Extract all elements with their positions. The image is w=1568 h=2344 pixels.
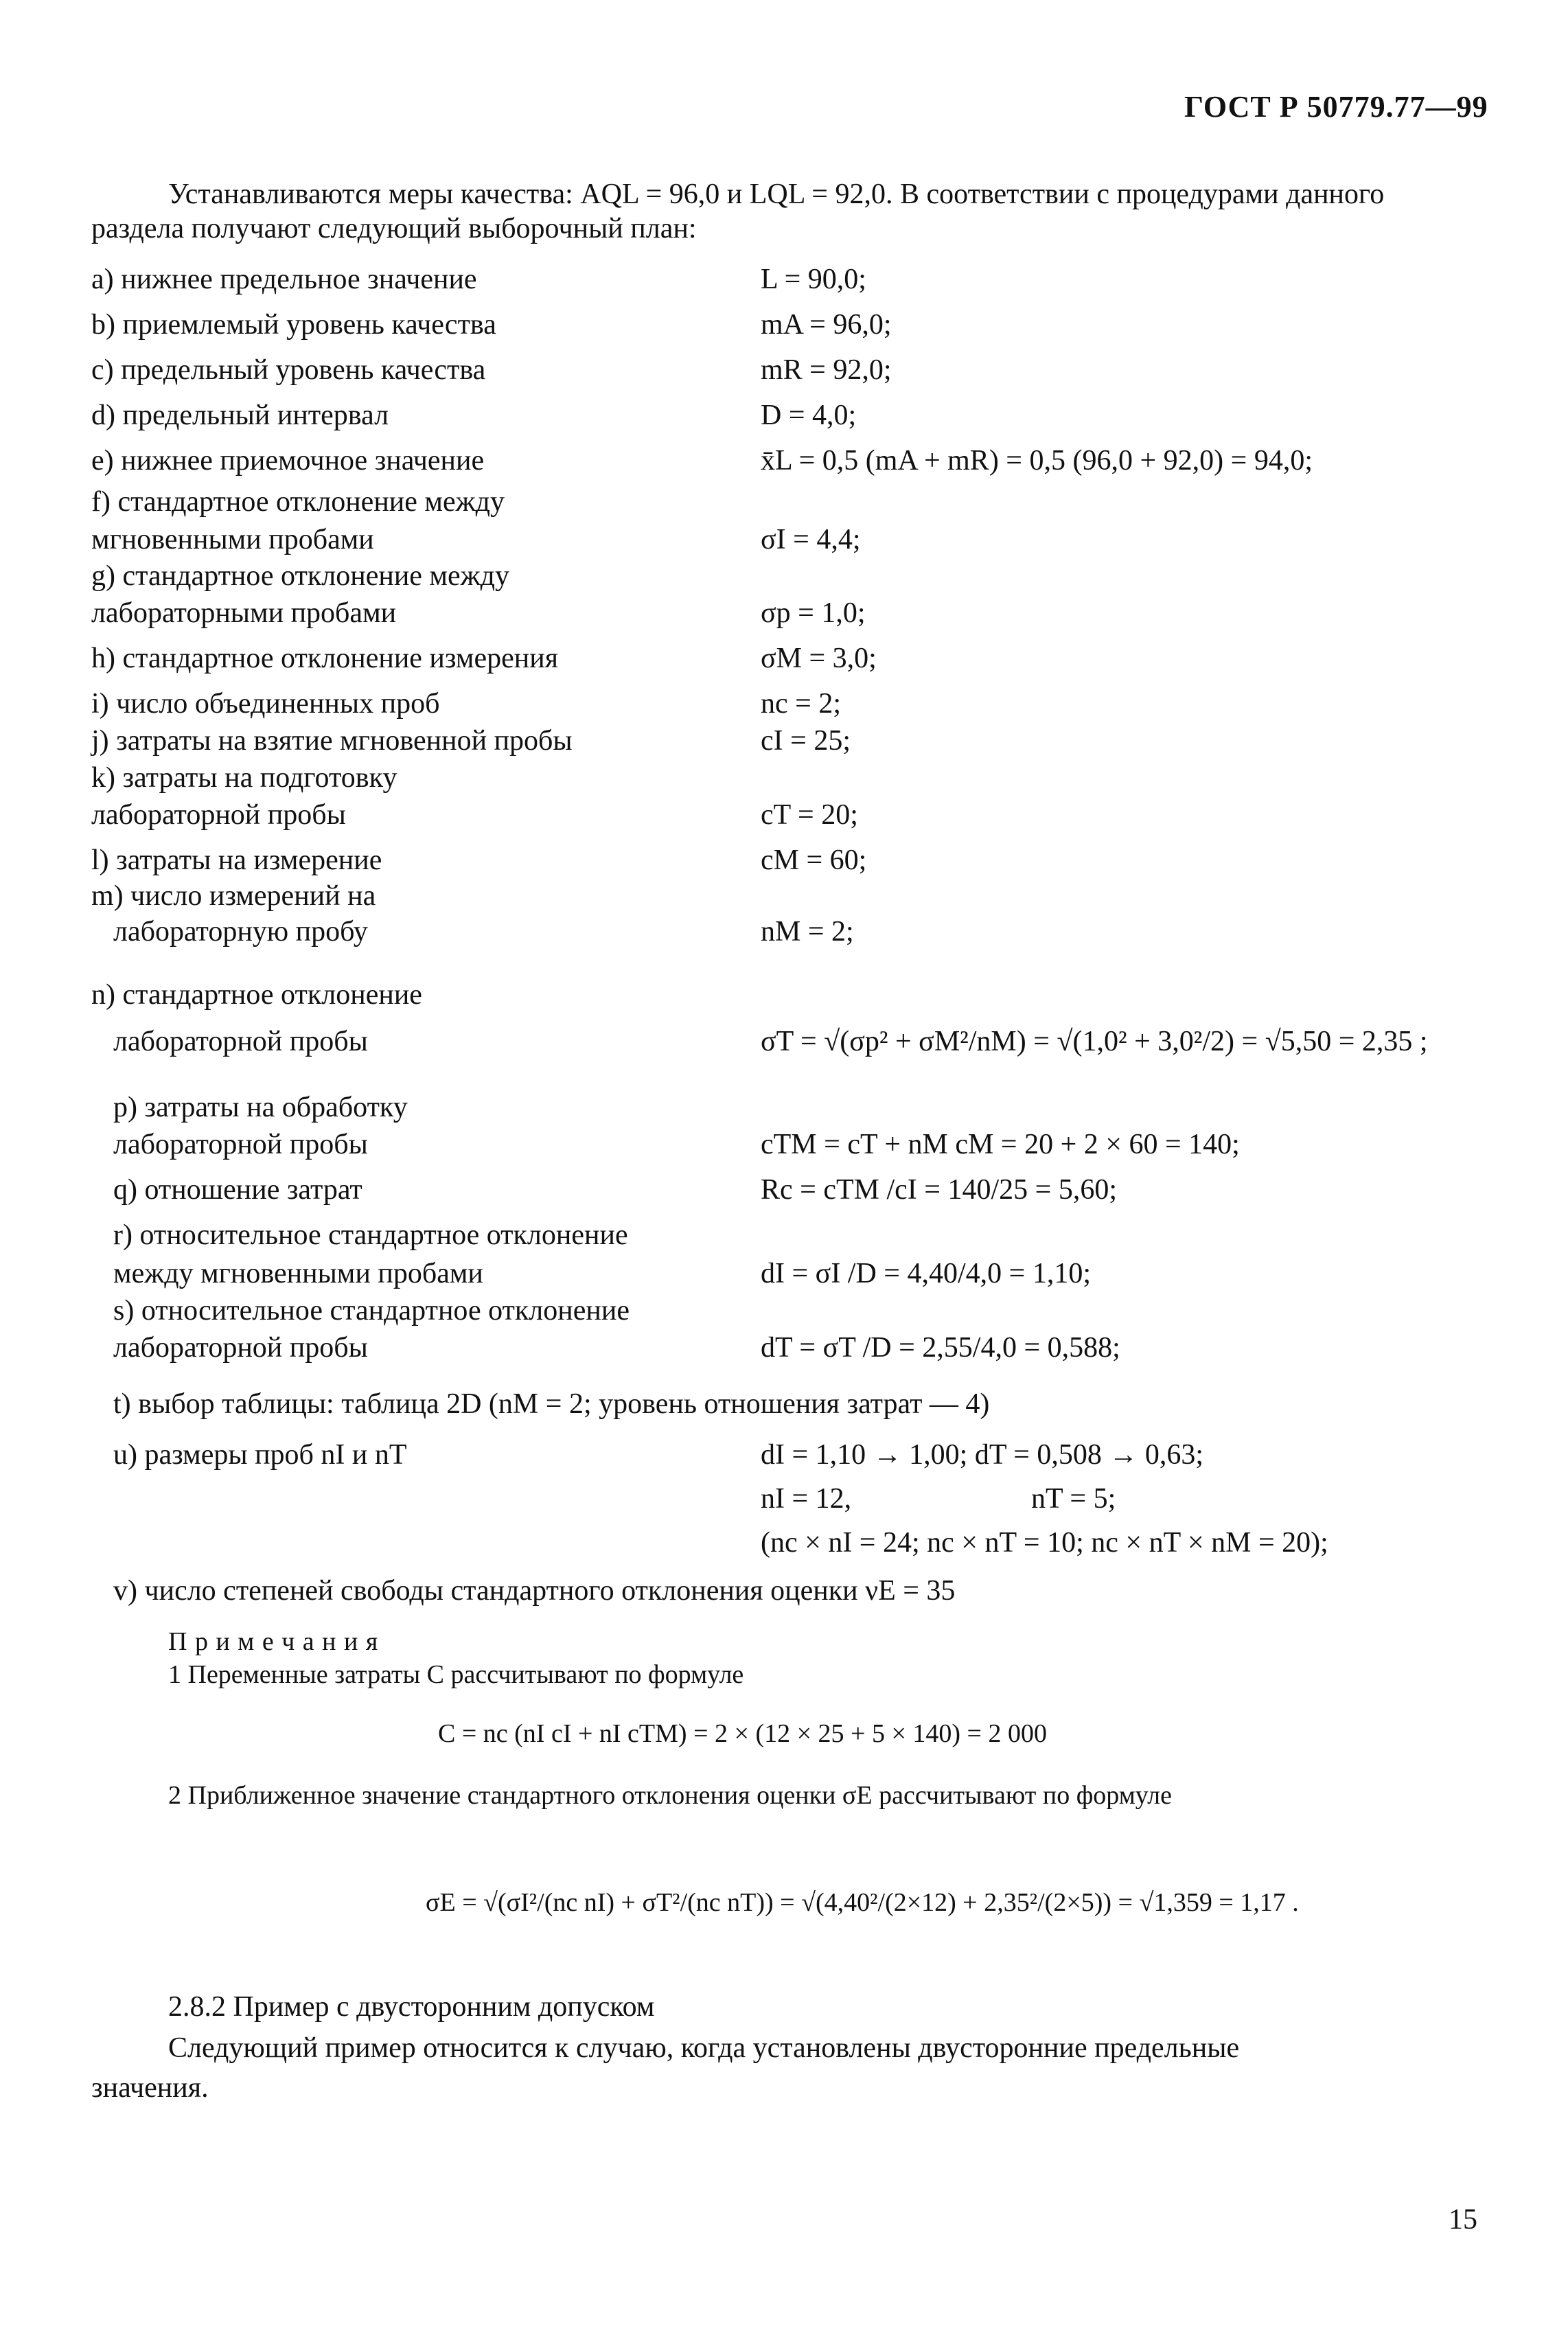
value-s: dT = σT /D = 2,55/4,0 = 0,588;	[761, 1332, 1120, 1364]
item-b-label: b) приемлемый уровень качества	[91, 309, 496, 341]
item-u-line-3: (nc × nI = 24; nc × nT = 10; nc × nT × nM = 20);	[761, 1527, 1328, 1559]
item-v: v) число степеней свободы стандартного отклонения оценки νE = 35	[113, 1575, 956, 1607]
page-number: 15	[1449, 2204, 1477, 2236]
value-n-formula: σT = √(σp² + σM²/nM) = √(1,0² + 3,0²/2) = √5,50 = 2,35 ;	[761, 1026, 1428, 1057]
item-s-label: s) относительное стандартное отклонение	[113, 1295, 630, 1326]
item-c-label: с) предельный уровень качества	[91, 354, 486, 386]
item-t: t) выбор таблицы: таблица 2D (nM = 2; уровень отношения затрат — 4)	[113, 1388, 990, 1420]
note-1-formula: C = nc (nI cI + nI cTM) = 2 × (12 × 25 + 5 × 140) = 2 000	[438, 1719, 1047, 1748]
value-m: nM = 2;	[761, 916, 854, 947]
note-1: 1 Переменные затраты C рассчитывают по формуле	[168, 1660, 744, 1689]
item-a-label: а) нижнее предельное значение	[91, 264, 477, 295]
value-c: mR = 92,0;	[761, 354, 892, 386]
document-code: ГОСТ Р 50779.77—99	[1184, 90, 1488, 124]
item-m-label: m) число измерений на	[91, 880, 376, 912]
value-j: cI = 25;	[761, 725, 851, 757]
item-h-label: h) стандартное отклонение измерения	[91, 643, 559, 674]
item-q-label: q) отношение затрат	[113, 1174, 362, 1206]
value-d: D = 4,0;	[761, 400, 857, 431]
value-k: cT = 20;	[761, 799, 858, 831]
item-m-label-2: лабораторную пробу	[113, 916, 368, 947]
item-e-label: е) нижнее приемочное значение	[91, 445, 485, 476]
item-n-label: n) стандартное отклонение	[91, 979, 422, 1011]
item-s-label-2: лабораторной пробы	[113, 1332, 368, 1364]
item-g-label-2: лабораторными пробами	[91, 597, 397, 629]
value-h: σM = 3,0;	[761, 643, 877, 674]
item-n-label-2: лабораторной пробы	[113, 1026, 368, 1057]
item-r-label-2: между мгновенными пробами	[113, 1258, 483, 1289]
item-i-label: i) число объединенных проб	[91, 688, 440, 720]
item-u-label: u) размеры проб nI и nT	[113, 1439, 407, 1471]
item-p-label-2: лабораторной пробы	[113, 1129, 368, 1160]
item-r-label: r) относительное стандартное отклонение	[113, 1219, 628, 1251]
value-f: σI = 4,4;	[761, 524, 861, 555]
item-u-line-1: dI = 1,10 → 1,00; dT = 0,508 → 0,63;	[761, 1439, 1204, 1471]
item-j-label: j) затраты на взятие мгновенной пробы	[91, 725, 573, 757]
value-r: dI = σI /D = 4,40/4,0 = 1,10;	[761, 1258, 1092, 1289]
item-f-label-2: мгновенными пробами	[91, 524, 374, 555]
section-paragraph-line-2: значения.	[91, 2072, 209, 2104]
note-2-formula: σE = √(σI²/(nc nI) + σT²/(nc nT)) = √(4,40²/(2×12) + 2,35²/(2×5)) = √1,359 = 1,17 .	[426, 1888, 1299, 1917]
item-f-label: f) стандартное отклонение между	[91, 486, 505, 518]
section-heading: 2.8.2 Пример с двусторонним допуском	[168, 1991, 655, 2023]
intro-line-2: раздела получают следующий выборочный план:	[91, 213, 697, 244]
value-e: x̄L = 0,5 (mA + mR) = 0,5 (96,0 + 92,0) = 94,0;	[761, 445, 1313, 476]
item-p-label: p) затраты на обработку	[113, 1092, 408, 1123]
item-u-line-2a: nI = 12,	[761, 1483, 852, 1515]
value-p: cTM = cT + nM cM = 20 + 2 × 60 = 140;	[761, 1129, 1240, 1160]
value-g: σp = 1,0;	[761, 597, 866, 629]
section-paragraph-line-1: Следующий пример относится к случаю, когда установлены двусторонние предельные	[168, 2032, 1240, 2064]
notes-title: П р и м е ч а н и я	[168, 1627, 379, 1656]
value-l: cM = 60;	[761, 844, 867, 876]
item-u-line-2b: nT = 5;	[1031, 1483, 1116, 1515]
item-d-label: d) предельный интервал	[91, 400, 389, 431]
note-2: 2 Приближенное значение стандартного отклонения оценки σE рассчитывают по формуле	[168, 1781, 1172, 1810]
item-k-label-2: лабораторной пробы	[91, 799, 346, 831]
value-i: nc = 2;	[761, 688, 841, 720]
value-q: Rc = cTM /cI = 140/25 = 5,60;	[761, 1174, 1117, 1206]
item-g-label: g) стандартное отклонение между	[91, 560, 510, 592]
intro-line-1: Устанавливаются меры качества: AQL = 96,0 и LQL = 92,0. В соответствии с процедурами данного	[168, 179, 1385, 210]
value-b: mA = 96,0;	[761, 309, 892, 341]
item-l-label: l) затраты на измерение	[91, 844, 382, 876]
value-a: L = 90,0;	[761, 264, 866, 295]
item-k-label: k) затраты на подготовку	[91, 762, 397, 794]
